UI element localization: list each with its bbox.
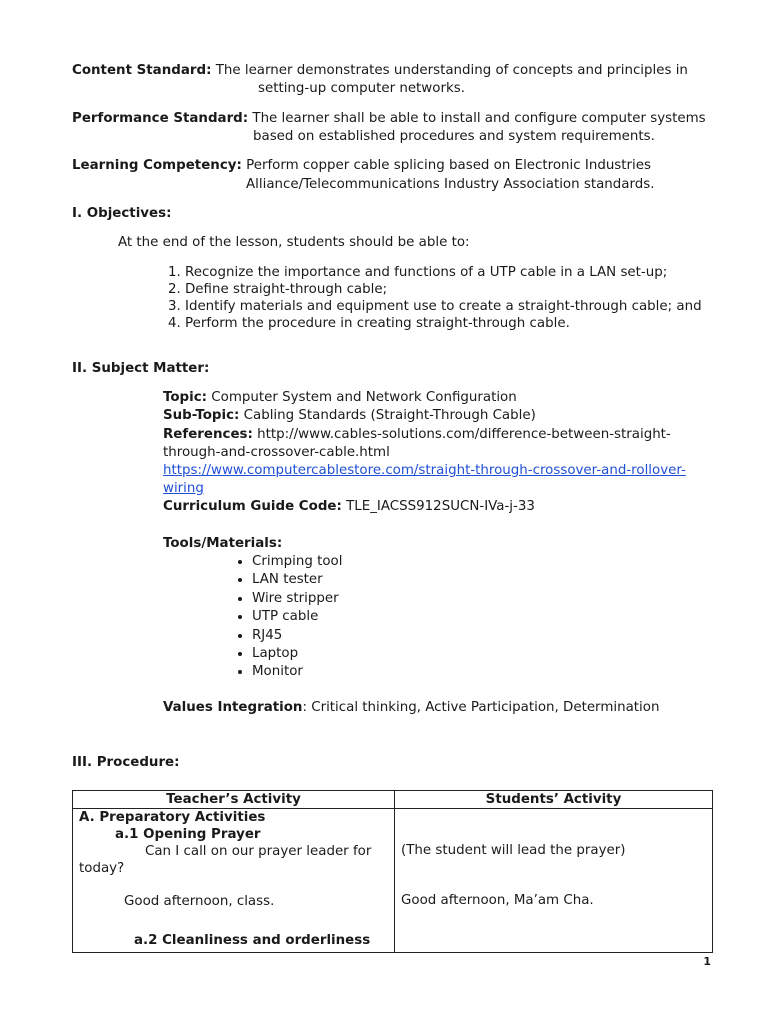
table-header-row: [73, 791, 713, 809]
table-row: [73, 809, 713, 953]
reference-2-line-cont: [163, 480, 204, 498]
teacher-activity-header: Teacher’s Activity: [73, 791, 395, 809]
tool-item: • LAN tester: [252, 571, 342, 589]
objectives-list: [163, 264, 702, 332]
learning-competency: [72, 157, 651, 175]
values-integration-label: Values Integration: [163, 700, 303, 715]
reference-2-link[interactable]: https://www.computercablestore.com/straight-through-crossover-and-rollover-: [163, 463, 686, 478]
tool-item: • Monitor: [252, 663, 342, 681]
content-standard-text: The learner demonstrates understanding of concepts and principles in: [215, 63, 688, 78]
subtopic-value: Cabling Standards (Straight-Through Cable): [243, 408, 536, 423]
topic-line: [163, 389, 517, 407]
subtopic-label: Sub-Topic:: [163, 408, 240, 423]
preparatory-activities-title: A. Preparatory Activities: [79, 810, 266, 825]
reference-2-line: [163, 462, 686, 480]
objective-item: 3. Identify materials and equipment use to create a straight-through cable; and: [185, 298, 702, 315]
tools-list: [232, 553, 342, 682]
learning-competency-text: Perform copper cable splicing based on Electronic Industries: [246, 158, 651, 173]
tool-item: • Laptop: [252, 645, 342, 663]
objective-item: 1. Recognize the importance and functions of a UTP cable in a LAN set-up;: [185, 264, 702, 281]
prayer-request-text: Can I call on our prayer leader for: [145, 844, 372, 859]
curriculum-guide-line: [163, 498, 535, 516]
reference-1-cont: through-and-crossover-cable.html: [163, 445, 390, 460]
topic-label: Topic:: [163, 390, 208, 405]
reference-1: http://www.cables-solutions.com/difference-between-straight-: [257, 427, 671, 442]
values-integration-line: [163, 699, 659, 717]
tool-item: • Crimping tool: [252, 553, 342, 571]
procedure-table: [72, 790, 713, 953]
performance-standard-label: Performance Standard:: [72, 111, 249, 126]
content-standard-text-cont: setting-up computer networks.: [258, 81, 465, 96]
tool-item: • UTP cable: [252, 608, 342, 626]
objectives-heading: I. Objectives:: [72, 206, 172, 221]
reference-2-link-cont[interactable]: wiring: [163, 481, 204, 496]
objective-item: 2. Define straight-through cable;: [185, 281, 702, 298]
student-prayer-response: (The student will lead the prayer): [401, 843, 626, 858]
references-label: References:: [163, 427, 253, 442]
tools-heading: Tools/Materials:: [163, 536, 283, 551]
content-standard: [72, 62, 688, 80]
cleanliness-title: a.2 Cleanliness and orderliness: [134, 933, 371, 948]
opening-prayer-title: a.1 Opening Prayer: [115, 827, 261, 842]
students-activity-header: Students’ Activity: [395, 791, 713, 809]
learning-competency-text-cont: Alliance/Telecommunications Industry Association standards.: [246, 177, 655, 192]
objective-item: 4. Perform the procedure in creating straight-through cable.: [185, 315, 702, 332]
references-line: [163, 426, 671, 444]
prayer-request-text-cont: today?: [79, 861, 125, 876]
student-cell: [395, 809, 713, 953]
subject-heading: II. Subject Matter:: [72, 361, 210, 376]
learning-competency-label: Learning Competency:: [72, 158, 242, 173]
curriculum-guide-code: TLE_IACSS912SUCN-IVa-j-33: [346, 499, 535, 514]
performance-standard-text-cont: based on established procedures and system requirements.: [253, 129, 655, 144]
teacher-greeting: Good afternoon, class.: [124, 894, 275, 909]
topic-value: Computer System and Network Configuration: [211, 390, 517, 405]
values-integration-text: : Critical thinking, Active Participation, Determination: [302, 700, 660, 715]
objectives-intro: At the end of the lesson, students should be able to:: [118, 235, 470, 250]
performance-standard: [72, 110, 706, 128]
content-standard-label: Content Standard:: [72, 63, 212, 78]
procedure-heading: III. Procedure:: [72, 755, 180, 770]
performance-standard-text: The learner shall be able to install and configure computer systems: [252, 111, 706, 126]
student-greeting: Good afternoon, Ma’am Cha.: [401, 893, 594, 908]
subtopic-line: [163, 407, 536, 425]
curriculum-guide-label: Curriculum Guide Code:: [163, 499, 342, 514]
tool-item: • RJ45: [252, 627, 342, 645]
teacher-cell: [73, 809, 395, 953]
tool-item: • Wire stripper: [252, 590, 342, 608]
page-number: 1: [703, 955, 711, 968]
